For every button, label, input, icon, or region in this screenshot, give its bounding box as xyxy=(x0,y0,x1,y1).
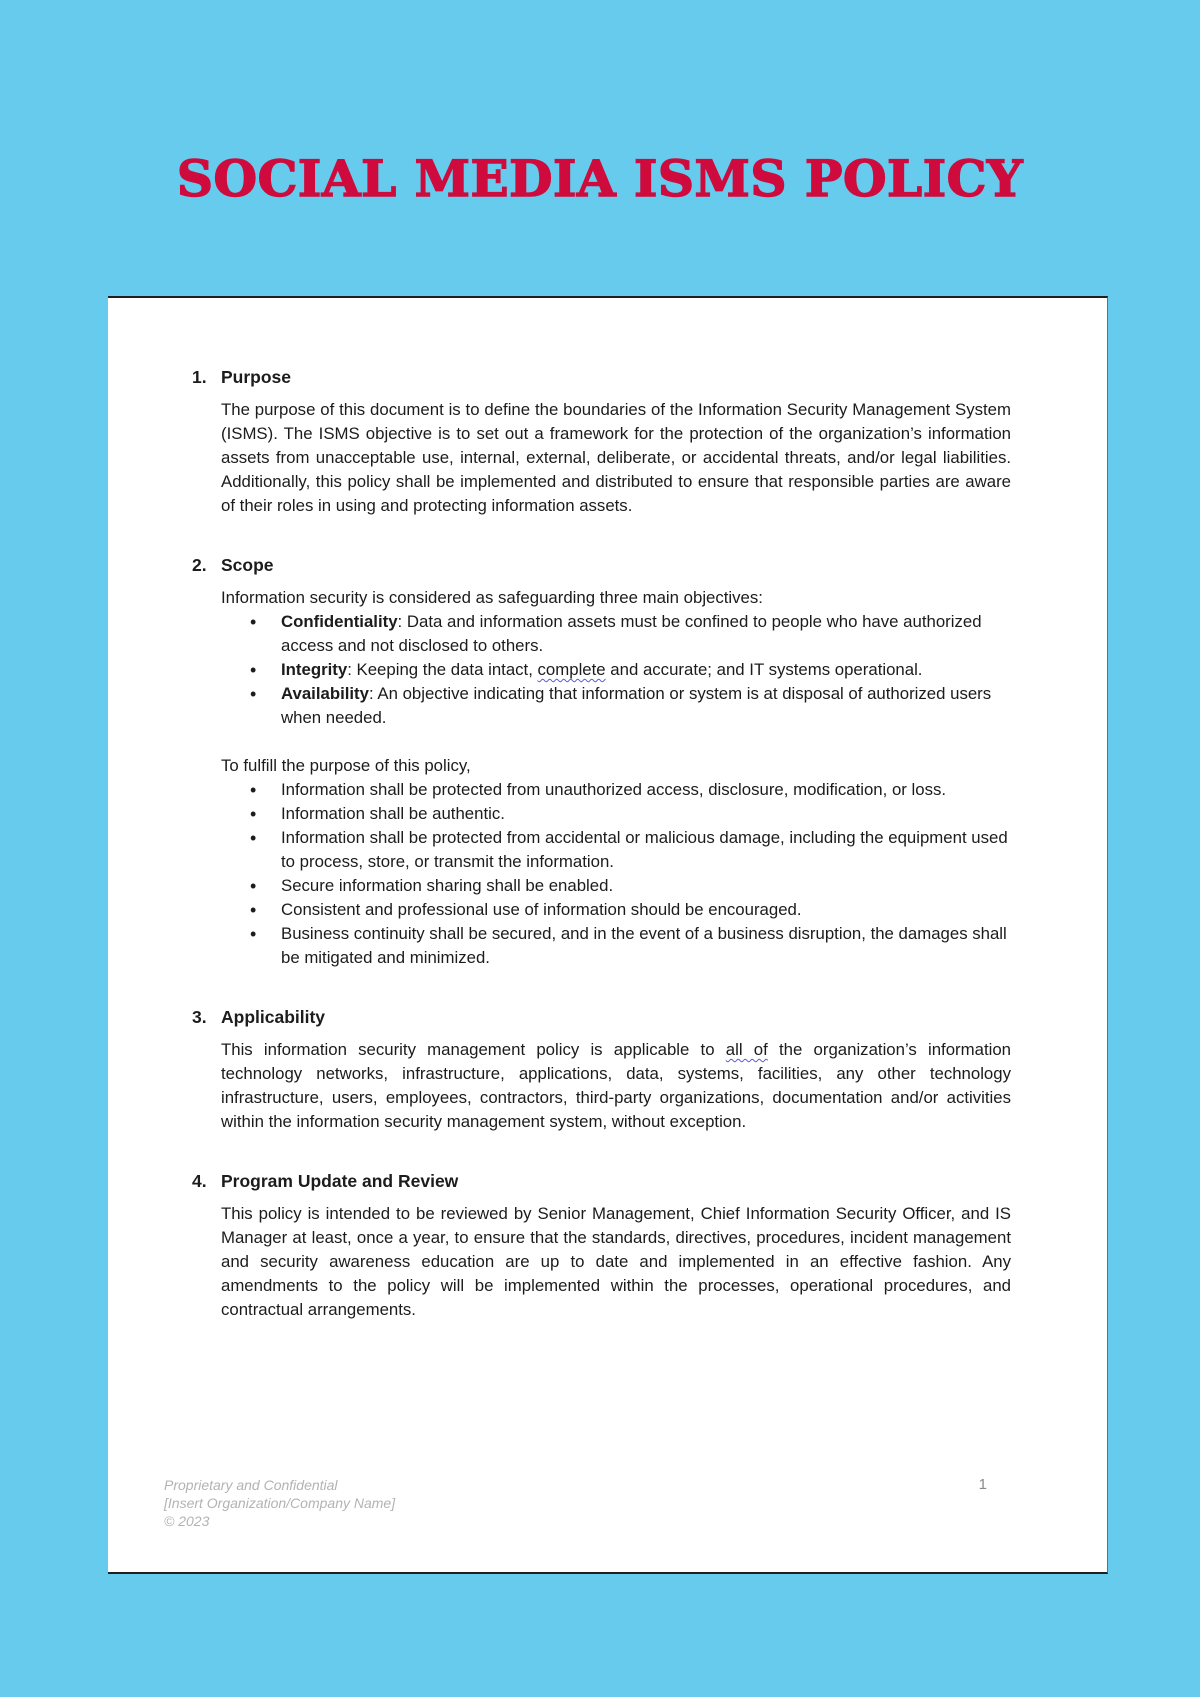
footer-organization: [Insert Organization/Company Name] xyxy=(164,1495,396,1511)
list-item: • Secure information sharing shall be enabled. xyxy=(281,874,1011,898)
list-item xyxy=(281,610,1011,658)
section-heading xyxy=(192,366,1011,388)
list-item: • Information shall be protected from accidental or malicious damage, including the equipment used to process, store, or transmit the information. xyxy=(281,826,1011,874)
section-heading xyxy=(192,554,1011,576)
section-program-update xyxy=(192,1170,1011,1322)
list-item: • Business continuity shall be secured, and in the event of a business disruption, the damages shall be mitigated and minimized. xyxy=(281,922,1011,970)
section-title: Program Update and Review xyxy=(221,1171,459,1191)
section-number: 1. xyxy=(192,367,207,387)
section-applicability xyxy=(192,1006,1011,1134)
review-paragraph: This policy is intended to be reviewed by Senior Management, Chief Information Security Officer, and IS Manager at least, once a year, to ensure that the standards, directives, procedures, incident management and security awareness education are up to date and implemented in an effective fashion. Any amendments to the policy will be implemented within the processes, operational procedures, and contractual arrangements. xyxy=(221,1204,1011,1319)
objective-term: Integrity xyxy=(281,660,348,679)
footer-confidential: Proprietary and Confidential xyxy=(164,1477,338,1493)
objective-text: : Data and information assets must be confined to people who have authorized access and not disclosed to others. xyxy=(281,612,982,655)
section-purpose xyxy=(192,366,1011,518)
section-title: Scope xyxy=(221,555,274,575)
scope-intro: Information security is considered as safeguarding three main objectives: xyxy=(221,588,763,607)
spellcheck-underlined-word: complete xyxy=(537,660,606,679)
list-item: • Consistent and professional use of information should be encouraged. xyxy=(281,898,1011,922)
list-item xyxy=(281,658,1011,682)
section-title: Purpose xyxy=(221,367,292,387)
document-content xyxy=(192,366,1011,1322)
page-number: 1 xyxy=(978,1476,987,1493)
section-number: 4. xyxy=(192,1171,207,1191)
objectives-list xyxy=(221,610,1011,730)
section-number: 2. xyxy=(192,555,207,575)
section-scope xyxy=(192,554,1011,970)
spellcheck-underlined-word: all of xyxy=(725,1040,768,1059)
footer-copyright: © 2023 xyxy=(164,1513,210,1529)
section-heading xyxy=(192,1170,1011,1192)
section-title: Applicability xyxy=(221,1007,326,1027)
purpose-paragraph: The purpose of this document is to define the boundaries of the Information Security Management System (ISMS). The ISMS objective is to set out a framework for the protection of the organization’s information assets from unacceptable use, internal, external, deliberate, or accidental threats, and/or legal liabilities. Additionally, this policy shall be implemented and distributed to ensure that responsible parties are aware of their roles in using and protecting information assets. xyxy=(221,400,1011,515)
fulfill-list xyxy=(221,778,1011,970)
fulfill-intro: To fulfill the purpose of this policy, xyxy=(221,756,471,775)
section-heading xyxy=(192,1006,1011,1028)
objective-text: : An objective indicating that information or system is at disposal of authorized users when needed. xyxy=(281,684,992,727)
list-item: • Information shall be protected from unauthorized access, disclosure, modification, or loss. xyxy=(281,778,1011,802)
section-number: 3. xyxy=(192,1007,207,1027)
objective-term: Availability xyxy=(281,684,369,703)
objective-text: and accurate; and IT systems operational. xyxy=(605,660,923,679)
banner-title: SOCIAL MEDIA ISMS POLICY xyxy=(176,149,1024,208)
list-item xyxy=(281,682,1011,730)
list-item: • Information shall be authentic. xyxy=(281,802,1011,826)
applicability-paragraph: This information security management policy is applicable to all of the organization’s information technology networks, infrastructure, applications, data, systems, facilities, any other technology infrastructure, users, employees, contractors, third-party organizations, documentation and/or activities within the information security management system, without exception. xyxy=(221,1040,1012,1131)
objective-text: : Keeping the data intact, xyxy=(347,660,538,679)
document-page xyxy=(108,296,1108,1574)
page-footer xyxy=(164,1476,395,1530)
objective-term: Confidentiality xyxy=(281,612,398,631)
